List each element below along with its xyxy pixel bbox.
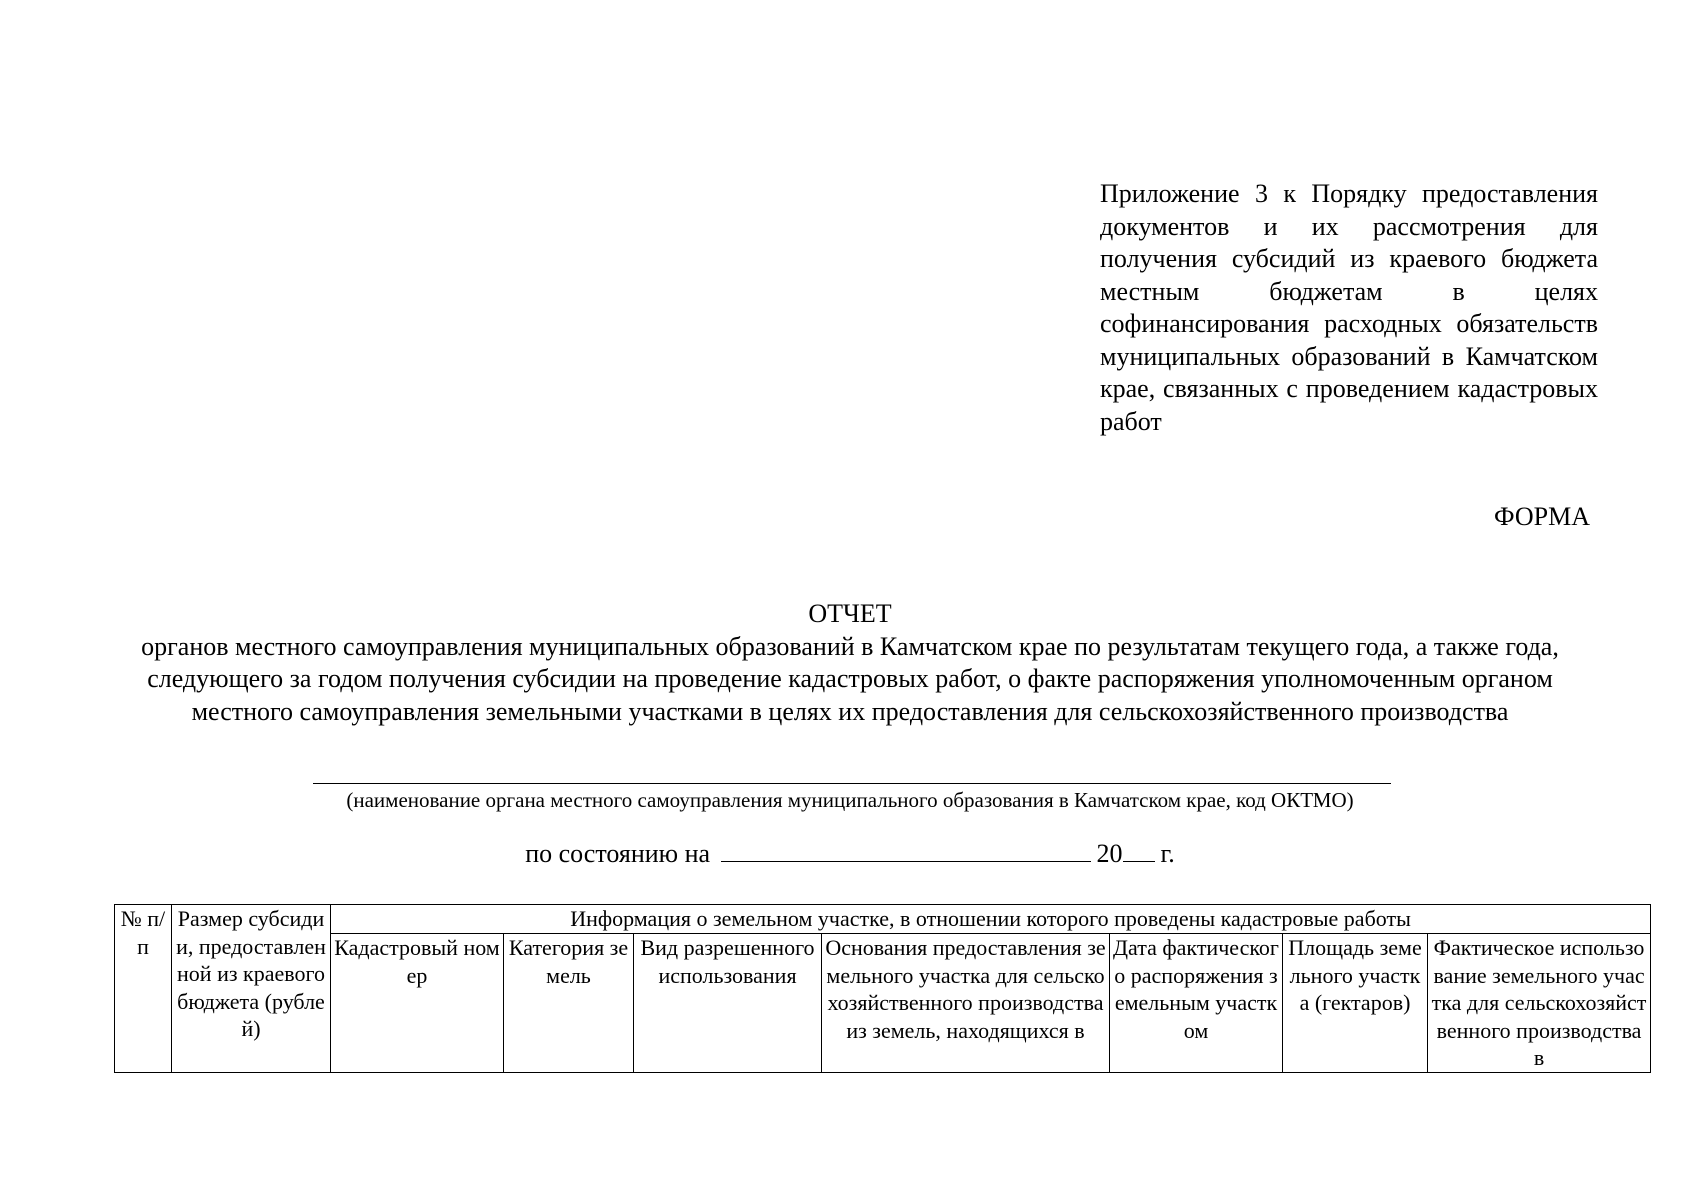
report-date-line xyxy=(100,839,1600,869)
report-table xyxy=(114,904,1651,1073)
date-prefix: по состоянию на xyxy=(525,839,711,868)
org-name-line[interactable] xyxy=(313,783,1391,784)
column-header-disposal-date: Дата фактического распоряжения земельным участком xyxy=(1110,934,1283,1073)
column-group-land-info: Информация о земельном участке, в отношении которого проведены кадастровые работы xyxy=(331,905,1651,934)
column-header-permitted-use: Вид разрешенного использования xyxy=(634,934,822,1073)
year-blank[interactable] xyxy=(1123,839,1155,862)
column-header-subsidy: Размер субсидии, предоставленной из краевого бюджета (рублей) xyxy=(172,905,331,1073)
org-name-caption: (наименование органа местного самоуправления муниципального образования в Камчатском крае, код ОКТМО) xyxy=(346,788,1354,812)
column-header-land-category: Категория земель xyxy=(504,934,634,1073)
appendix-note: Приложение 3 к Порядку предоставления документов и их рассмотрения для получения субсидий из краевого бюджета местным бюджетам в целях софинансирования расходных обязательств муниципальных образований в Камчатском крае, связанных с проведением кадастровых работ xyxy=(1100,179,1598,436)
year-prefix: 20 xyxy=(1096,839,1123,868)
column-header-area: Площадь земельного участка (гектаров) xyxy=(1283,934,1428,1073)
column-header-cadastral-number: Кадастровый номер xyxy=(331,934,504,1073)
date-blank[interactable] xyxy=(721,839,1091,862)
form-label: ФОРМА xyxy=(1494,502,1590,531)
report-subtitle: органов местного самоуправления муниципальных образований в Камчатском крае по результатам текущего года, а также года, следующего за годом получения субсидии на проведение кадастровых работ, о факте распоряжения уполномоченным органом местного самоуправления земельными участками в целях их предоставления для сельскохозяйственного производства xyxy=(141,631,1559,726)
year-suffix: г. xyxy=(1160,839,1175,868)
column-header-grounds: Основания предоставления земельного участка для сельскохозяйственного производства из земель, находящихся в xyxy=(822,934,1110,1073)
report-heading xyxy=(100,598,1600,728)
column-header-actual-use: Фактическое использование земельного участка для сельскохозяйственного производства в xyxy=(1428,934,1651,1073)
column-header-number: № п/п xyxy=(115,905,172,1073)
report-title: ОТЧЕТ xyxy=(808,599,892,628)
